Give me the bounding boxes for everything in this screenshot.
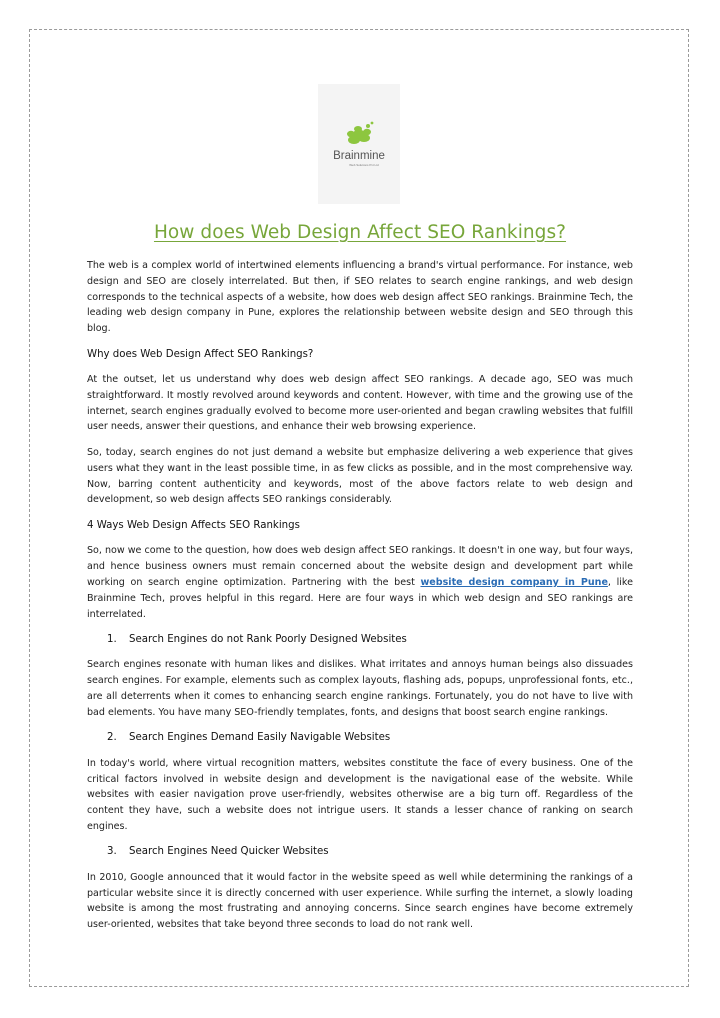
list-number: 2. xyxy=(107,732,117,744)
list-number: 1. xyxy=(107,634,117,646)
list-item-heading-3 xyxy=(87,844,633,860)
list-item-body-3: In 2010, Google announced that it would factor in the website speed as well while determining the rankings of a particular website since it is directly concerned with user experience. While surfing the internet, a slowly loading website is among the most frustrating and annoying concerns. Since search engines have become extremely user-oriented, websites that take beyond three seconds to load do not rank well. xyxy=(87,871,633,931)
list-item-heading-1 xyxy=(87,632,633,648)
why-heading: Why does Web Design Affect SEO Rankings? xyxy=(87,348,314,360)
why-paragraph-1: At the outset, let us understand why does web design affect SEO rankings. A decade ago, SEO was much straightforward. It mostly revolved around keywords and content. However, with time and the growing use of the internet, search engines gradually evolved to become more user-oriented and began crawling websites that fulfill user needs, answer their questions, and enhance their web browsing experience. xyxy=(87,374,633,433)
logo-mark-icon xyxy=(318,84,400,204)
ways-text-after: , like Brainmine Tech, proves helpful in this regard. Here are four ways in which web design and SEO rankings are interrelated. xyxy=(87,576,633,620)
ways-paragraph xyxy=(87,543,633,622)
list-heading-text: Search Engines do not Rank Poorly Designed Websites xyxy=(129,634,407,646)
page-title: How does Web Design Affect SEO Rankings? xyxy=(153,222,567,243)
logo-brand-text: Brainmine xyxy=(333,150,385,162)
list-number: 3. xyxy=(107,846,117,858)
list-heading-text: Search Engines Need Quicker Websites xyxy=(129,846,329,858)
list-item-body-1: Search engines resonate with human likes and dislikes. What irritates and annoys human beings also dissuades search engines. For example, elements such as complex layouts, flashing ads, popups, unprofessional fonts, etc., are all deterrents when it comes to enhancing search engine rankings. Fortunately, you do not have to live with bad elements. You have many SEO-friendly templates, fonts, and designs that boost search engine rankings. xyxy=(87,659,633,718)
ways-heading: 4 Ways Web Design Affects SEO Rankings xyxy=(87,520,300,532)
logo-tagline-text: Web Solutions Pvt Ltd xyxy=(349,163,379,167)
website-design-company-link[interactable]: website design company in Pune xyxy=(420,576,608,588)
list-item-body-2: In today's world, where virtual recognition matters, websites constitute the face of every business. One of the critical factors involved in website design and development is the navigational ease of the website. While websites with easier navigation prove user-friendly, websites otherwise are a big turn off. Regardless of the content they have, such a website does not intrigue users. It stands a lesser chance of ranking on search engines. xyxy=(87,757,633,832)
list-item-heading-2 xyxy=(87,730,633,746)
why-paragraph-2: So, today, search engines do not just demand a website but emphasize delivering a web experience that gives users what they want in the least possible time, in as few clicks as possible, and in the most comprehensive way. Now, barring content authenticity and keywords, most of the above factors relate to web design and development, so web design affects SEO rankings considerably. xyxy=(87,447,633,506)
intro-paragraph: The web is a complex world of intertwined elements influencing a brand's virtual performance. For instance, web design and SEO are closely interrelated. But then, if SEO relates to search engine rankings, and web design corresponds to the technical aspects of a website, how does web design affect SEO rankings. Brainmine Tech, the leading web design company in Pune, explores the relationship between website design and SEO through this blog. xyxy=(87,260,633,335)
brainmine-logo xyxy=(318,84,400,204)
article-body xyxy=(87,258,633,943)
list-heading-text: Search Engines Demand Easily Navigable Websites xyxy=(129,732,391,744)
ways-text-before: So, now we come to the question, how does web design affect SEO rankings. It doesn't in one way, but four ways, and hence business owners must remain concerned about the website design and development part while working on search engine optimization. Partnering with the best xyxy=(87,545,633,588)
